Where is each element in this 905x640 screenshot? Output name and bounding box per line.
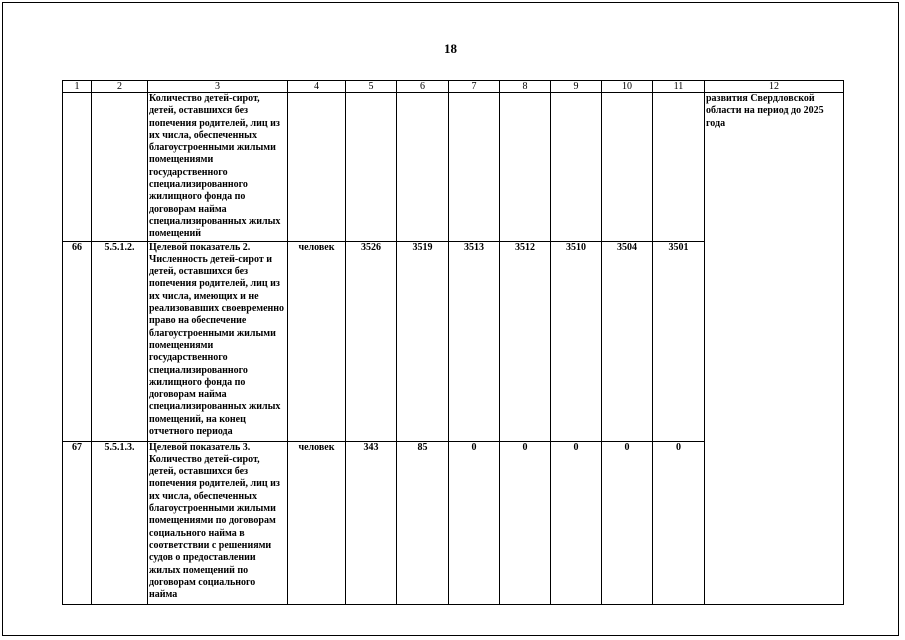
header-cell-4: 4 <box>288 81 346 93</box>
table-row <box>63 93 844 242</box>
header-cell-12: 12 <box>705 81 844 93</box>
value-cell <box>500 93 551 242</box>
table-header-row <box>63 81 844 93</box>
indicator-name-cell: Целевой показатель 3. Количество детей-сирот, детей, оставшихся без попечения родителей, лиц из их числа, обеспеченных благоустроенными жилыми помещениями по договорам социального найма в соответствии с решениями судов о предоставлении жилых помещений по договорам социального найма <box>148 441 288 604</box>
value-cell <box>653 93 705 242</box>
page-number: 18 <box>444 41 457 56</box>
value-cell <box>346 93 397 242</box>
value-cell <box>449 93 500 242</box>
value-cell: 0 <box>449 441 500 604</box>
header-cell-10: 10 <box>602 81 653 93</box>
indicator-name-cell: Целевой показатель 2. Численность детей-сирот и детей, оставшихся без попечения родителей, лиц из их числа, имеющих и не реализовавших своевременно право на обеспечение благоустроенными жилыми помещениями государственного специализированного жилищного фонда по договорам найма специализированных жилых помещений, на конец отчетного периода <box>148 241 288 441</box>
value-cell: 0 <box>500 441 551 604</box>
code-cell: 5.5.1.2. <box>92 241 148 441</box>
value-cell: 3519 <box>397 241 449 441</box>
value-cell <box>551 93 602 242</box>
unit-cell: человек <box>288 241 346 441</box>
value-cell: 85 <box>397 441 449 604</box>
value-cell: 0 <box>653 441 705 604</box>
header-cell-2: 2 <box>92 81 148 93</box>
value-cell: 0 <box>551 441 602 604</box>
unit-cell <box>288 93 346 242</box>
header-cell-3: 3 <box>148 81 288 93</box>
row-number-cell: 67 <box>63 441 92 604</box>
header-cell-6: 6 <box>397 81 449 93</box>
source-cell: развития Свердловской области на период до 2025 года <box>705 93 844 605</box>
value-cell: 3504 <box>602 241 653 441</box>
code-cell <box>92 93 148 242</box>
value-cell: 343 <box>346 441 397 604</box>
indicator-table <box>62 80 844 605</box>
value-cell: 3512 <box>500 241 551 441</box>
value-cell <box>602 93 653 242</box>
code-cell: 5.5.1.3. <box>92 441 148 604</box>
value-cell: 0 <box>602 441 653 604</box>
value-cell <box>397 93 449 242</box>
value-cell: 3526 <box>346 241 397 441</box>
value-cell: 3510 <box>551 241 602 441</box>
row-number-cell <box>63 93 92 242</box>
unit-cell: человек <box>288 441 346 604</box>
value-cell: 3501 <box>653 241 705 441</box>
indicator-name-cell: Количество детей-сирот, детей, оставшихся без попечения родителей, лиц из их числа, обеспеченных благоустроенными жилыми помещениями государственного специализированного жилищного фонда по договорам найма специализированных жилых помещений <box>148 93 288 242</box>
value-cell: 3513 <box>449 241 500 441</box>
header-cell-1: 1 <box>63 81 92 93</box>
row-number-cell: 66 <box>63 241 92 441</box>
header-cell-11: 11 <box>653 81 705 93</box>
document-page <box>2 2 899 636</box>
header-cell-9: 9 <box>551 81 602 93</box>
header-cell-8: 8 <box>500 81 551 93</box>
header-cell-7: 7 <box>449 81 500 93</box>
header-cell-5: 5 <box>346 81 397 93</box>
